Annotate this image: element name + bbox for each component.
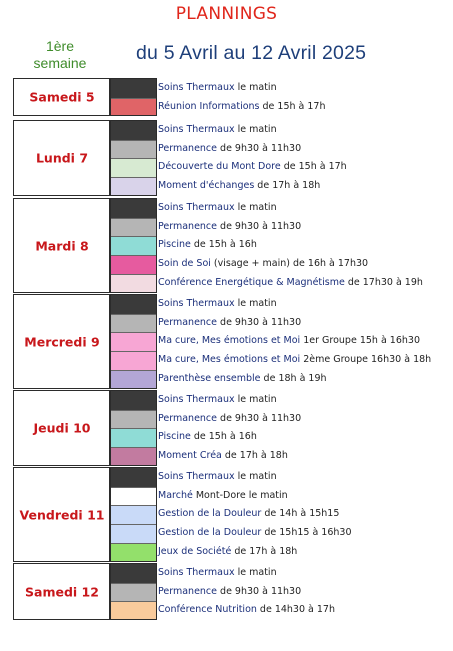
activity-row [158, 255, 368, 274]
activity-detail: (visage + main) de 16h à 17h30 [210, 258, 369, 270]
color-column [110, 78, 157, 116]
activity-detail: de 9h30 à 11h30 [217, 412, 302, 424]
activity-name: Soins Thermaux [158, 471, 235, 482]
day-block [13, 563, 110, 620]
activity-row [158, 314, 301, 333]
activity-detail: de 9h30 à 11h30 [217, 142, 302, 154]
activity-detail: de 15h à 16h [190, 239, 257, 251]
activity-detail: de 9h30 à 11h30 [217, 316, 302, 328]
activity-detail: de 17h à 18h [231, 545, 298, 557]
activity-name: Parenthèse ensemble [158, 372, 261, 384]
color-swatch [111, 255, 156, 274]
week-label: 1ère semaine [33, 38, 87, 71]
color-swatch [111, 274, 156, 293]
activity-row [158, 121, 277, 140]
color-swatch [111, 428, 156, 447]
color-swatch [111, 524, 156, 543]
color-swatch [111, 236, 156, 255]
activity-name: Soin de Soi [158, 258, 211, 270]
activity-row [158, 79, 277, 98]
color-swatch [111, 391, 156, 410]
activity-name: Jeux de Société [158, 545, 232, 557]
day-name: Jeudi 10 [33, 420, 91, 436]
activity-detail: Mont-Dore le matin [192, 489, 288, 501]
activity-name: Permanence [158, 220, 218, 232]
activity-row [158, 140, 301, 159]
activity-detail: de 15h à 17h [280, 161, 347, 173]
activity-name: Soins Thermaux [158, 124, 235, 135]
color-swatch [111, 177, 156, 196]
period-subtitle: du 5 Avril au 12 Avril 2025 [136, 42, 367, 64]
activity-detail: le matin [234, 394, 277, 405]
activity-row [158, 274, 423, 293]
activity-row [158, 468, 277, 487]
color-swatch [111, 505, 156, 524]
color-swatch [111, 79, 156, 98]
activity-detail: de 14h à 15h15 [261, 508, 340, 520]
color-swatch [111, 543, 156, 562]
activity-name: Soins Thermaux [158, 202, 235, 213]
activity-name: Conférence Energétique & Magnétisme [158, 276, 345, 288]
activity-name: Réunion Informations [158, 100, 260, 112]
activity-name: Soins Thermaux [158, 298, 235, 309]
activity-detail: de 14h30 à 17h [256, 604, 335, 616]
color-column [110, 294, 157, 389]
activity-name: Moment d'échanges [158, 180, 255, 192]
activity-name: Gestion de la Douleur [158, 527, 262, 539]
activity-name: Soins Thermaux [158, 394, 235, 405]
activity-row [158, 332, 420, 351]
color-column [110, 198, 157, 293]
activity-detail: de 9h30 à 11h30 [217, 585, 302, 597]
activity-row [158, 543, 297, 562]
activity-row [158, 98, 326, 117]
activity-row [158, 583, 301, 602]
color-column [110, 467, 157, 562]
color-swatch [111, 218, 156, 237]
activity-detail: le matin [234, 567, 277, 578]
activity-detail: de 15h à 16h [190, 431, 257, 443]
color-swatch [111, 487, 156, 506]
activity-detail: de 17h30 à 19h [344, 276, 423, 288]
activity-row [158, 351, 431, 370]
activity-name: Piscine [158, 239, 191, 251]
day-name: Mercredi 9 [24, 334, 100, 349]
color-swatch [111, 370, 156, 389]
activity-name: Piscine [158, 431, 191, 443]
activity-row [158, 218, 301, 237]
activity-detail: 2ème Groupe 16h30 à 18h [300, 354, 432, 366]
activity-row [158, 601, 335, 620]
activity-row [158, 199, 277, 218]
color-swatch [111, 295, 156, 314]
activity-row [158, 391, 277, 410]
activity-name: Permanence [158, 412, 218, 424]
activity-row [158, 158, 347, 177]
activity-name: Moment Créa [158, 450, 222, 462]
activity-detail: le matin [234, 298, 277, 309]
activity-name: Ma cure, Mes émotions et Moi [158, 335, 301, 347]
activity-row [158, 410, 301, 429]
color-swatch [111, 158, 156, 177]
activity-name: Soins Thermaux [158, 82, 235, 93]
color-column [110, 120, 157, 196]
day-name: Vendredi 11 [19, 507, 105, 522]
activity-detail: de 9h30 à 11h30 [217, 220, 302, 232]
day-name: Mardi 8 [35, 238, 89, 253]
activity-detail: le matin [234, 471, 277, 482]
color-swatch [111, 447, 156, 466]
activity-row [158, 447, 288, 466]
day-block [13, 198, 110, 293]
color-swatch [111, 140, 156, 159]
color-swatch [111, 410, 156, 429]
activity-row [158, 236, 257, 255]
day-block [13, 78, 110, 116]
day-block [13, 390, 110, 466]
day-block [13, 120, 110, 196]
color-swatch [111, 583, 156, 602]
day-name: Samedi 12 [25, 584, 99, 599]
activity-row [158, 428, 257, 447]
activity-name: Découverte du Mont Dore [158, 161, 281, 173]
activity-row [158, 370, 327, 389]
activity-detail: le matin [234, 124, 277, 135]
activity-name: Permanence [158, 142, 218, 154]
color-swatch [111, 121, 156, 140]
color-swatch [111, 351, 156, 370]
activity-name: Gestion de la Douleur [158, 508, 262, 520]
color-swatch [111, 314, 156, 333]
color-column [110, 563, 157, 620]
day-name: Samedi 5 [29, 89, 95, 105]
activity-detail: de 17h à 18h [254, 180, 321, 192]
page-title: PLANNINGS [175, 4, 278, 24]
activity-row [158, 295, 277, 314]
activity-detail: de 18h à 19h [260, 372, 327, 384]
activity-detail: de 17h à 18h [221, 450, 288, 462]
activity-row [158, 177, 320, 196]
activity-detail: le matin [234, 82, 277, 93]
activity-detail: de 15h à 17h [259, 100, 326, 112]
color-swatch [111, 601, 156, 620]
activity-row [158, 487, 288, 506]
color-swatch [111, 468, 156, 487]
color-swatch [111, 332, 156, 351]
color-swatch [111, 199, 156, 218]
color-swatch [111, 98, 156, 116]
day-block [13, 294, 110, 389]
activity-name: Conférence Nutrition [158, 604, 257, 616]
activity-row [158, 524, 351, 543]
activity-name: Permanence [158, 585, 218, 597]
activity-row [158, 505, 339, 524]
activity-detail: de 15h15 à 16h30 [261, 527, 352, 539]
activity-row [158, 564, 277, 583]
activity-name: Permanence [158, 316, 218, 328]
color-swatch [111, 564, 156, 583]
day-block [13, 467, 110, 562]
activity-name: Marché [158, 489, 193, 501]
activity-name: Soins Thermaux [158, 567, 235, 578]
activity-detail: 1er Groupe 15h à 16h30 [300, 335, 420, 347]
activity-name: Ma cure, Mes émotions et Moi [158, 354, 301, 366]
day-name: Lundi 7 [35, 150, 89, 166]
activity-detail: le matin [234, 202, 277, 213]
color-column [110, 390, 157, 466]
